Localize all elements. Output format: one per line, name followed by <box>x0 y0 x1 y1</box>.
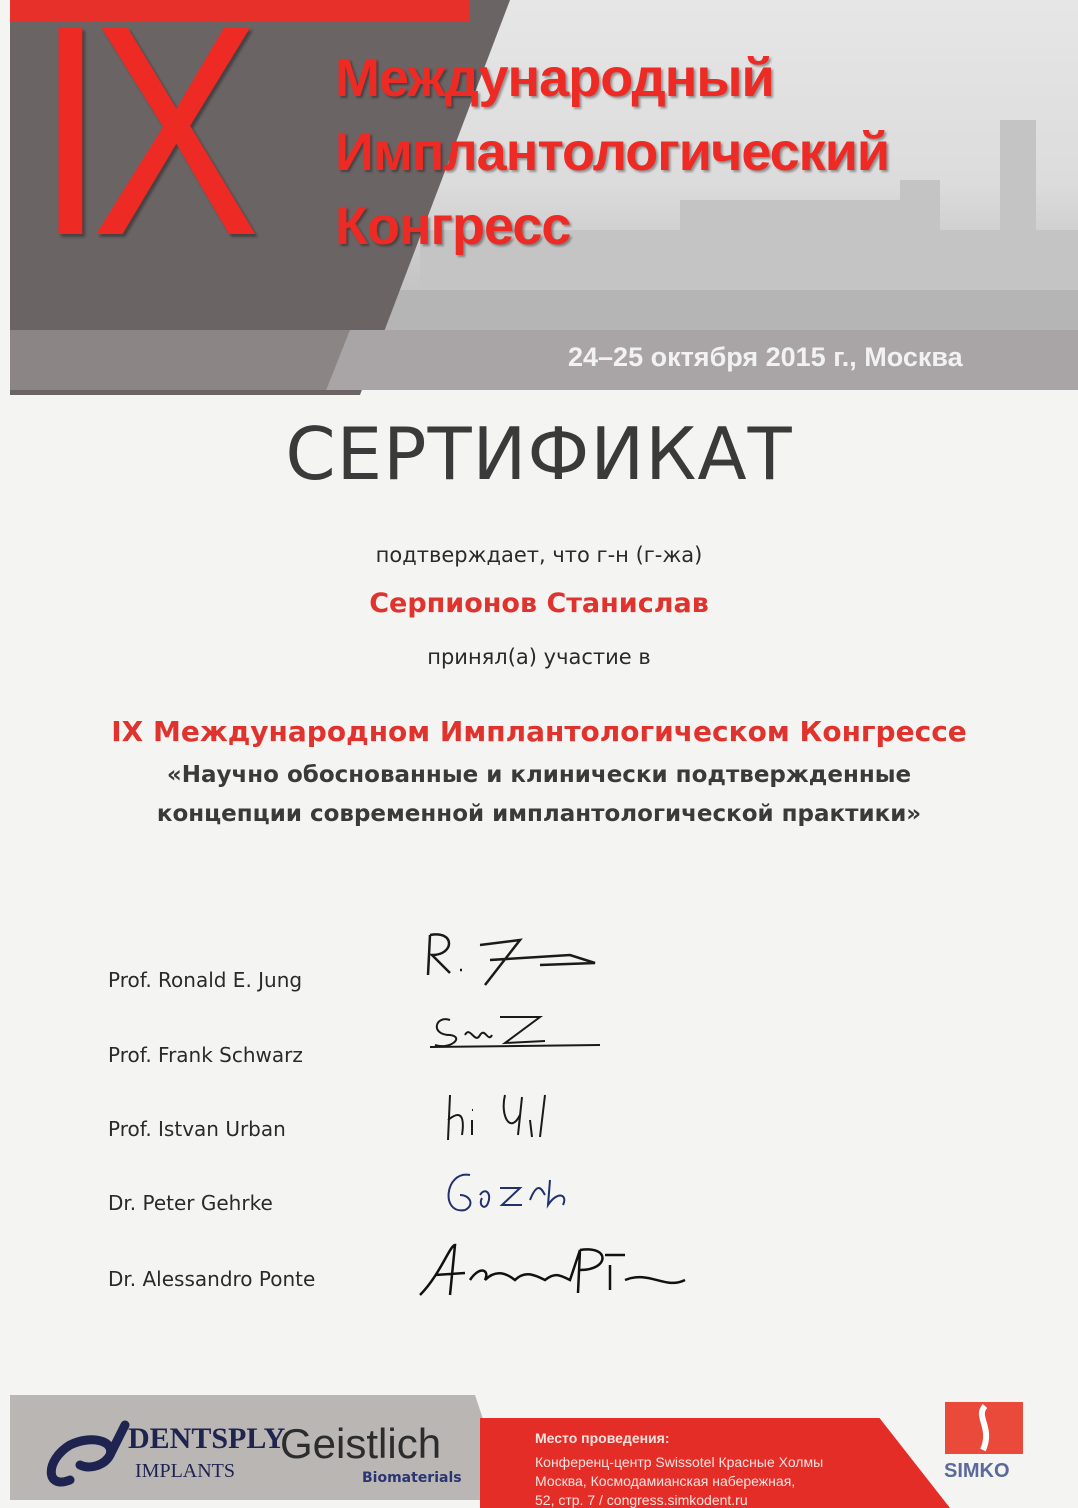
signature-ponte <box>410 1235 710 1305</box>
simko-logo-text: SIMKO <box>944 1460 1010 1482</box>
certificate-header <box>0 0 1078 395</box>
venue-label: Место проведения: <box>535 1430 670 1446</box>
geistlich-biomaterials-text: Biomaterials <box>362 1470 462 1486</box>
roman-numeral-logo: IX <box>35 0 246 298</box>
signature-gehrke <box>410 1160 710 1230</box>
venue-line: 52, стр. 7 / congress.simkodent.ru <box>535 1492 748 1508</box>
signatory-name: Prof. Frank Schwarz <box>108 1043 303 1067</box>
dentsply-implants-text: IMPLANTS <box>135 1460 236 1482</box>
confirms-text: подтверждает, что г-н (г-жа) <box>375 543 703 567</box>
geistlich-logo: Geistlich <box>280 1420 442 1467</box>
congress-title-line: Имплантологический <box>335 122 890 182</box>
venue-line: Москва, Космодамианская набережная, <box>535 1473 796 1489</box>
signature-jung <box>410 925 710 995</box>
event-theme-line: «Научно обоснованные и клинически подтвержденные <box>166 762 912 788</box>
dentsply-logo-text: DENTSPLY <box>128 1422 286 1455</box>
signatory-name: Dr. Peter Gehrke <box>108 1191 273 1215</box>
event-theme-line: концепции современной имплантологической практики» <box>156 801 922 827</box>
signatory-name: Prof. Ronald E. Jung <box>108 968 303 992</box>
date-band-dark <box>10 330 350 390</box>
signatory-name: Dr. Alessandro Ponte <box>108 1267 316 1291</box>
participated-text: принял(а) участие в <box>427 645 651 669</box>
recipient-name: Серпионов Станислав <box>369 588 709 619</box>
signatory-name: Prof. Istvan Urban <box>108 1117 286 1141</box>
certificate-title: СЕРТИФИКАТ <box>285 412 793 496</box>
signature-urban <box>410 1085 710 1155</box>
signature-schwarz <box>410 1005 710 1075</box>
congress-title-line: Международный <box>335 48 774 108</box>
congress-title-line: Конгресс <box>335 196 571 256</box>
event-date-place: 24–25 октября 2015 г., Москва <box>568 342 963 372</box>
venue-line: Конференц-центр Swissotel Красные Холмы <box>535 1454 824 1470</box>
event-name: IX Международном Имплантологическом Конгрессе <box>111 715 967 748</box>
simko-logo-icon <box>945 1402 1023 1454</box>
